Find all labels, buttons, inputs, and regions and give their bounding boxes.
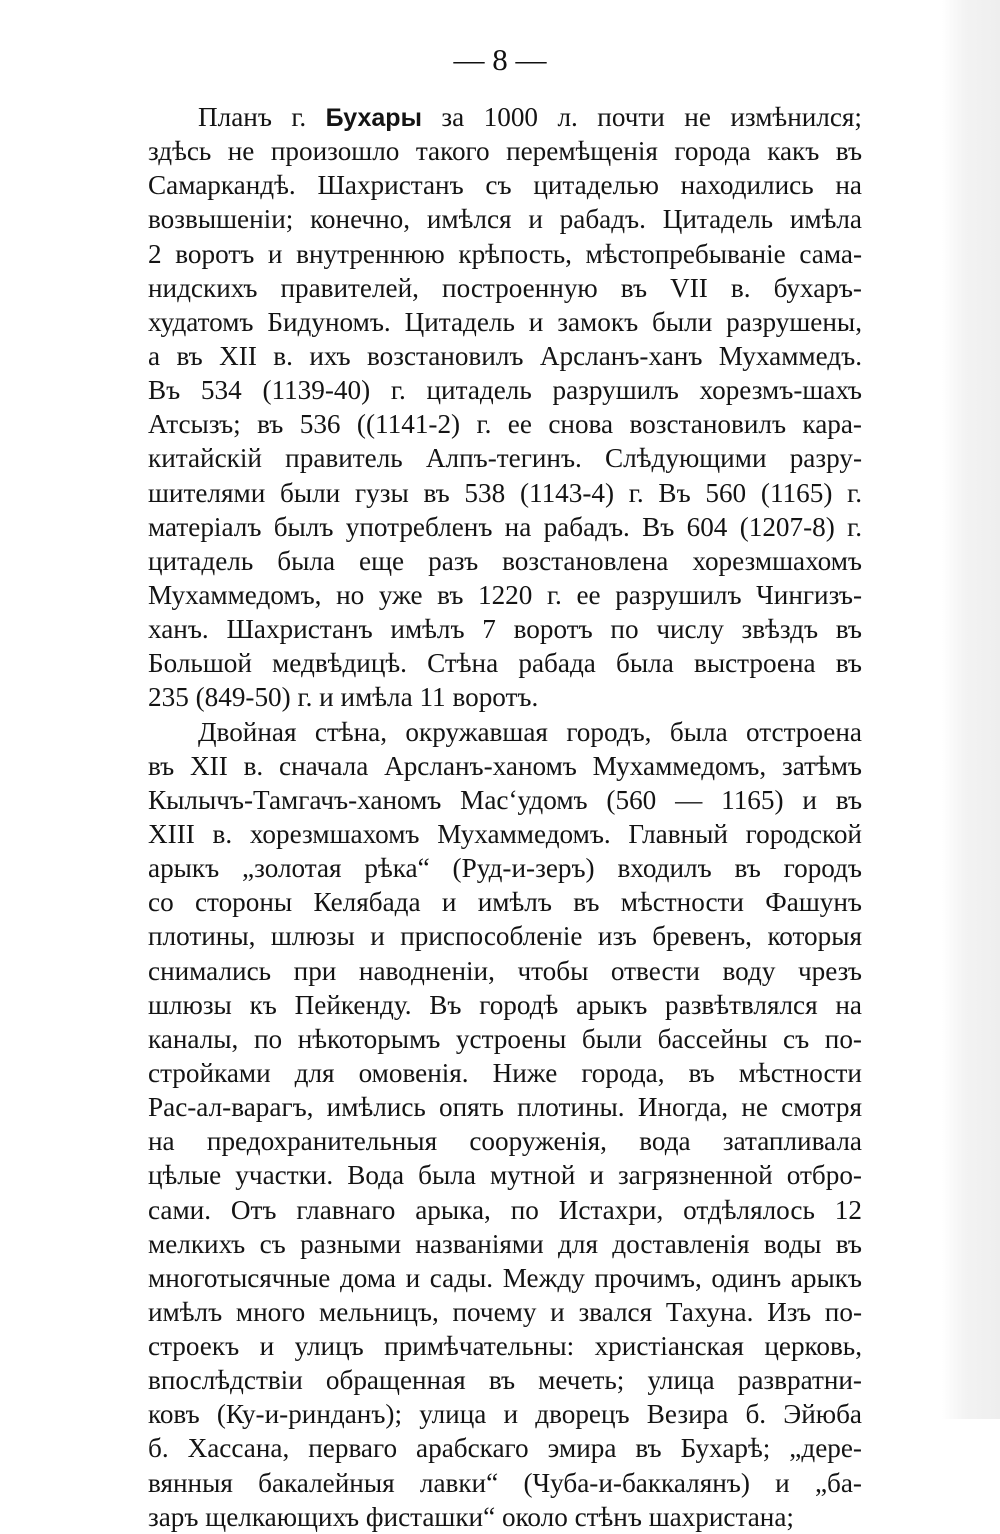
text-line: возвышеніи; конечно, имѣлся и рабадъ. Цитадель имѣла	[148, 204, 862, 235]
page-edge-shadow	[942, 0, 1000, 1419]
paragraph	[148, 715, 862, 1534]
text-line: цѣлые участки. Вода была мутной и загрязненной отбро-	[148, 1160, 862, 1191]
text-line: многотысячные дома и сады. Между прочимъ, одинъ арыкъ	[148, 1262, 862, 1293]
text-line: Рас-ал-варагъ, имѣлись опять плотины. Иногда, не смотря	[148, 1092, 862, 1123]
text-line: Двойная стѣна, окружавшая городъ, была отстроена	[198, 716, 862, 747]
page-body	[148, 100, 862, 1534]
text-segment: за 1000 л. почти не измѣнился;	[421, 102, 862, 132]
text-line: мелкихъ съ разными названіями для доставленія воды въ	[148, 1228, 862, 1259]
text-line: б. Хассана, перваго арабскаго эмира въ Бухарѣ; „дере-	[148, 1433, 862, 1464]
text-line: стройками для омовенія. Ниже города, въ мѣстности	[148, 1057, 862, 1088]
text-line: 2 воротъ и внутреннюю крѣпость, мѣстопребываніе сама-	[148, 238, 862, 269]
text-line: 235 (849-50) г. и имѣла 11 воротъ.	[148, 682, 539, 713]
text-line: а въ XII в. ихъ возстановилъ Арсланъ-ханъ Мухаммедъ.	[148, 340, 862, 371]
text-line: худатомъ Бидуномъ. Цитадель и замокъ были разрушены,	[148, 306, 862, 337]
text-line: Кылычъ-Тамгачъ-ханомъ Мас‘удомъ (560 — 1165) и въ	[148, 784, 862, 815]
text-line: ханъ. Шахристанъ имѣлъ 7 воротъ по числу звѣздъ въ	[148, 614, 862, 645]
page-number: — 8 —	[453, 42, 547, 77]
text-line: Большой медвѣдицѣ. Стѣна рабада была выстроена въ	[148, 648, 862, 679]
text-line: имѣлъ много мельницъ, почему и звался Тахуна. Изъ по-	[148, 1296, 862, 1327]
bold-term: Бухары	[325, 104, 422, 132]
text-line: каналы, по нѣкоторымъ устроены были бассейны съ по-	[148, 1023, 862, 1054]
text-line: впослѣдствіи обращенная въ мечеть; улица развратни-	[148, 1365, 862, 1396]
text-line: шителями были гузы въ 538 (1143-4) г. Въ 560 (1165) г.	[148, 477, 862, 508]
text-line: цитадель была еще разъ возстановлена хорезмшахомъ	[148, 545, 862, 576]
text-line: Атсызъ; въ 536 ((1141-2) г. ее снова возстановилъ кара-	[148, 409, 862, 440]
text-line: Самаркандѣ. Шахристанъ съ цитаделью находились на	[148, 170, 862, 201]
text-line: Въ 534 (1139-40) г. цитадель разрушилъ хорезмъ-шахъ	[148, 375, 862, 406]
text-line: со стороны Келябада и имѣлъ въ мѣстности Фашунъ	[148, 887, 862, 918]
text-line: снимались при наводненіи, чтобы отвести воду чрезъ	[148, 955, 862, 986]
text-line: арыкъ „золотая рѣка“ (Руд-и-зеръ) входилъ въ городъ	[148, 853, 862, 884]
text-line: строекъ и улицъ примѣчательны: христіанская церковь,	[148, 1331, 862, 1362]
text-segment: Планъ г.	[198, 102, 326, 132]
text-line: ковъ (Ку-и-ринданъ); улица и дворецъ Везира б. Эйюба	[148, 1399, 862, 1430]
text-line: здѣсь не произошло такого перемѣщенія города какъ въ	[148, 136, 862, 167]
text-line: вянныя бакалейныя лавки“ (Чуба-и-баккалянъ) и „ба-	[148, 1467, 862, 1498]
text-line: китайскій правитель Алпъ-тегинъ. Слѣдующими разру-	[148, 443, 862, 474]
text-line: XIII в. хорезмшахомъ Мухаммедомъ. Главный городской	[148, 818, 862, 849]
text-line: шлюзы къ Пейкенду. Въ городѣ арыкъ развѣтвлялся на	[148, 989, 862, 1020]
text-line: заръ щелкающихъ фисташки“ около стѣнъ шахристана;	[148, 1501, 794, 1532]
text-line: нидскихъ правителей, построенную въ VII в. бухаръ-	[148, 272, 862, 303]
text-line: въ XII в. сначала Арсланъ-ханомъ Мухаммедомъ, затѣмъ	[148, 750, 862, 781]
paragraph	[148, 100, 862, 715]
text-line: Мухаммедомъ, но уже въ 1220 г. ее разрушилъ Чингизъ-	[148, 579, 862, 610]
text-line: матеріалъ былъ употребленъ на рабадъ. Въ 604 (1207-8) г.	[148, 511, 862, 542]
text-line	[148, 100, 862, 134]
text-line: плотины, шлюзы и приспособленіе изъ бревенъ, которыя	[148, 921, 862, 952]
text-line: сами. Отъ главнаго арыка, по Истахри, отдѣлялось 12	[148, 1194, 862, 1225]
text-line: на предохранительныя сооруженія, вода затапливала	[148, 1126, 862, 1157]
